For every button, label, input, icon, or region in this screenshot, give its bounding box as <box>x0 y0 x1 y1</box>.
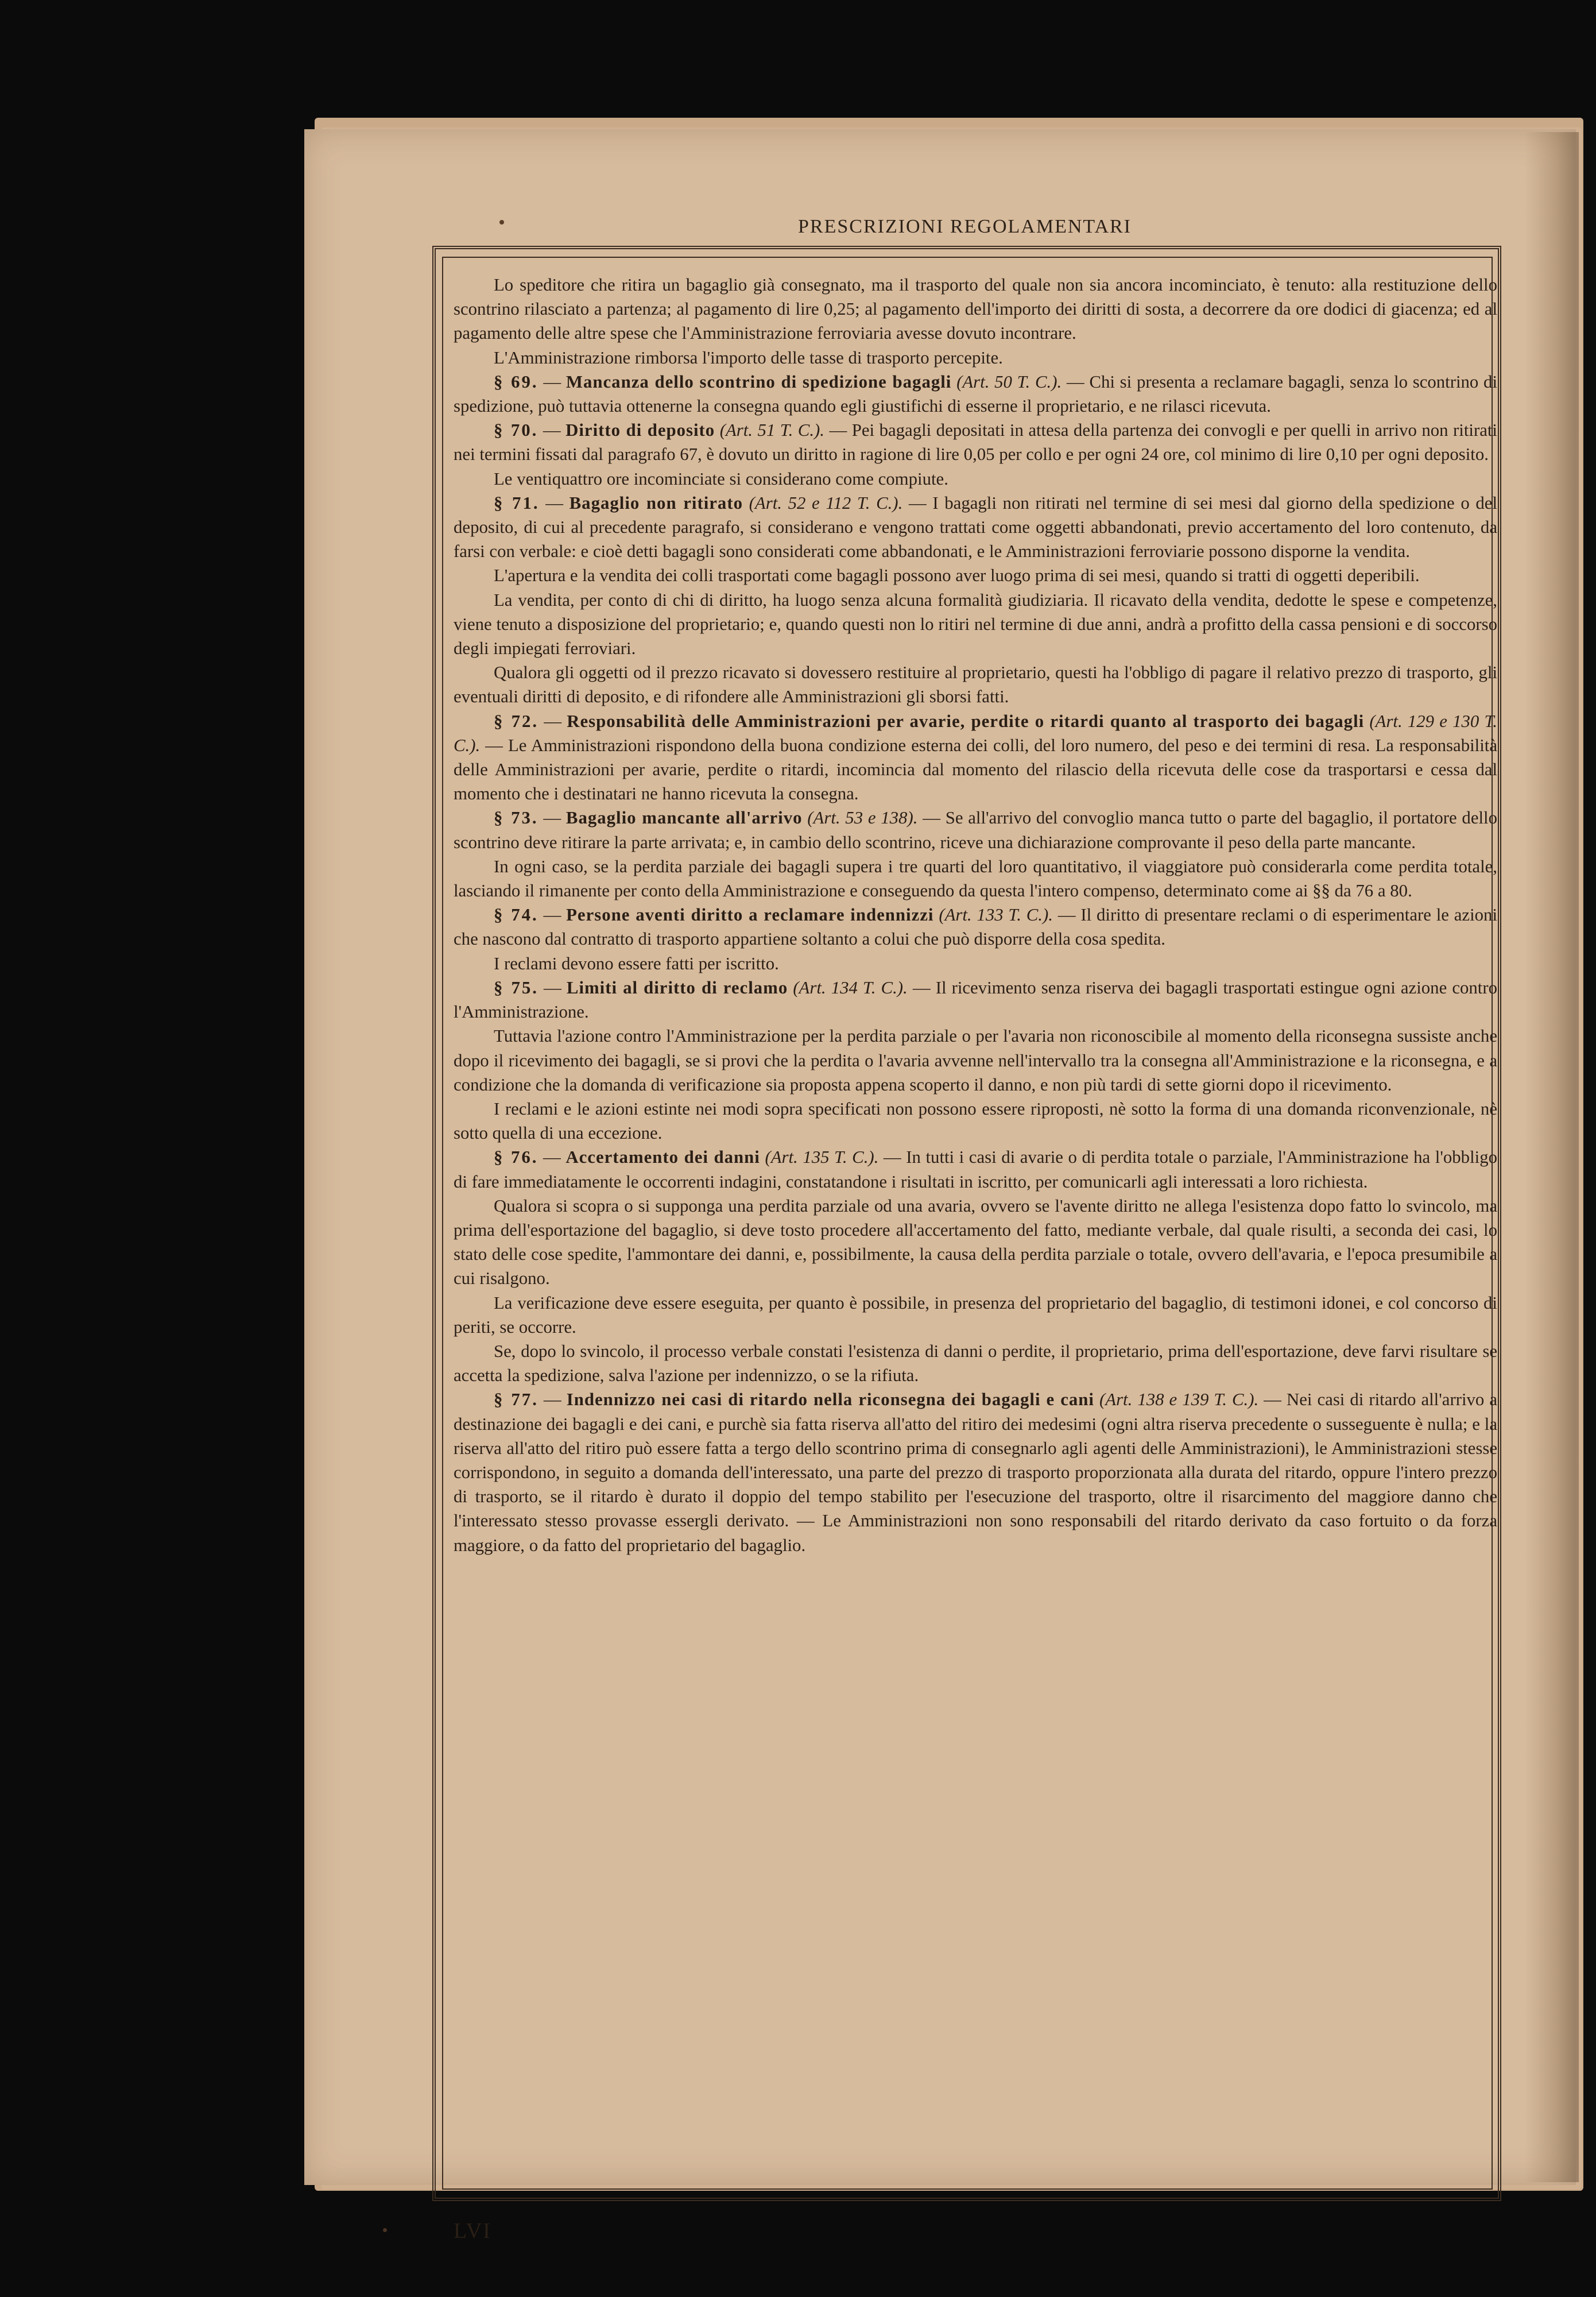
section-title: Indennizzo nei casi di ritardo nella riconsegna dei bagagli e cani <box>566 1390 1094 1410</box>
text-paragraph: Lo speditore che ritira un bagaglio già consegnato, ma il trasporto del quale non sia ancora incominciato, è tenuto: alla restituzione dello scontrino rilasciato a partenza; al pagamento di lire 0,25; al pagamento dell'importo dei diritti di sosta, a decorrere da ore dodici di giacenza; ed al pagamento delle altre spese che l'Amministrazione ferroviaria avesse dovuto incontrare. <box>454 275 1497 343</box>
section-title: Persone aventi diritto a reclamare indennizzi <box>566 905 934 925</box>
running-head: PRESCRIZIONI REGOLAMENTARI <box>798 216 1132 237</box>
article-reference: (Art. 129 e 130 T. C.). <box>454 711 1497 755</box>
text-paragraph: Qualora gli oggetti od il prezzo ricavato si dovessero restituire al proprietario, questi ha l'obbligo di pagare il relativo prezzo di trasporto, gli eventuali diritti di deposito, e di rifondere alle Amministrazioni gli sborsi fatti. <box>454 663 1497 707</box>
section-paragraph: § 77. — Indennizzo nei casi di ritardo nella riconsegna dei bagagli e cani (Art. 138 e 139 T. C.). — Nei casi di ritardo all'arrivo a destinazione dei bagagli e dei cani, e purchè sia fatta riserva all'atto del ritiro dei medesimi (ogni altra riserva precedente o susseguente è nulla; e la riserva all'atto del ritiro può essere fatta a tergo dello scontrino prima di consegnarlo agli agenti delle Amministrazioni), le Amministrazioni stesse corrispondono, in seguito a domanda dell'interessato, una parte del prezzo di trasporto proporzionata alla durata del ritardo, oppure l'intero prezzo di trasporto, se il ritardo è durato il doppio del tempo stabilito per l'esecuzione del trasporto, oltre il risarcimento del maggiore danno che l'interessato stesso provasse essergli derivato. — Le Amministrazioni non sono responsabili del ritardo derivato da caso fortuito o da forza maggiore, o da fatto del proprietario del bagaglio. <box>454 1390 1497 1555</box>
section-text: Pei bagagli depositati in attesa della partenza dei convogli e per quelli in arrivo non ritirati nei termini fissati dal paragrafo 67, è dovuto un diritto in ragione di lire 0,05 per collo e per ogni 24 ore, col minimo di lire 0,10 per ogni deposito. <box>454 420 1497 465</box>
section-title: Bagaglio mancante all'arrivo <box>565 808 803 828</box>
body-text <box>454 273 1497 2191</box>
section-text: I bagagli non ritirati nel termine di sei mesi dal giorno della spedizione o del deposito, di cui al precedente paragrafo, si considerano e vengono trattati come oggetti abbandonati, previo accertamento del loro contenuto, da farsi con verbale: e cioè detti bagagli sono considerati come abbandonati, e le Amministrazioni ferroviarie possono disporne la vendita. <box>454 493 1498 562</box>
section-title: Responsabilità delle Amministrazioni per avarie, perdite o ritardi quanto al trasporto dei bagagli <box>567 711 1365 731</box>
text-paragraph: La vendita, per conto di chi di diritto, ha luogo senza alcuna formalità giudiziaria. Il ricavato della vendita, dedotte le spese e competenze, viene tenuto a disposizione del proprietario; e, quando questi non lo ritiri nel termine di due anni, andrà a profitto della cassa pensioni e di soccorso degli impiegati ferroviari. <box>454 590 1497 659</box>
article-reference: (Art. 50 T. C.). <box>956 372 1062 392</box>
article-reference: (Art. 134 T. C.). <box>793 977 908 997</box>
ink-dot <box>499 220 504 225</box>
article-reference: (Art. 53 e 138). <box>807 808 918 828</box>
section-paragraph: § 76. — Accertamento dei danni (Art. 135 T. C.). — In tutti i casi di avarie o di perdita totale o parziale, l'Amministrazione ha l'obbligo di fare immediatamente le occorrenti indagini, constatandone i risultati in iscritto, per comunicarli agli interessati a loro richiesta. <box>454 1147 1497 1192</box>
text-paragraph: Se, dopo lo svincolo, il processo verbale constati l'esistenza di danni o perdite, il proprietario, prima dell'esportazione, deve farvi risultare se accetta la spedizione, salva l'azione per indennizzo, o se la rifiuta. <box>454 1341 1497 1386</box>
text-paragraph: In ogni caso, se la perdita parziale dei bagagli supera i tre quarti del loro quantitativo, il viaggiatore può considerarla come perdita totale, lasciando il rimanente per conto della Amministrazione e conseguendo da questa l'intero compenso, determinato come ai §§ da 76 a 80. <box>454 856 1497 901</box>
section-number: § 72. <box>494 711 539 731</box>
section-text: Chi si presenta a reclamare bagagli, senza lo scontrino di spedizione, può tuttavia ottenerne la consegna quando egli giustifichi di esserne il proprietario, e ne rilasci ricevuta. <box>454 372 1498 416</box>
section-number: § 75. <box>494 977 539 997</box>
section-paragraph: § 73. — Bagaglio mancante all'arrivo (Art. 53 e 138). — Se all'arrivo del convoglio manca tutto o parte del bagaglio, il portatore dello scontrino deve ritirare la parte arrivata; e, in cambio dello scontrino, riceve una dichiarazione comprovante il peso della parte mancante. <box>454 808 1497 852</box>
section-number: § 76. <box>494 1147 539 1167</box>
article-reference: (Art. 138 e 139 T. C.). <box>1099 1390 1259 1410</box>
section-paragraph: § 71. — Bagaglio non ritirato (Art. 52 e 112 T. C.). — I bagagli non ritirati nel termine di sei mesi dal giorno della spedizione o del deposito, di cui al precedente paragrafo, si considerano e vengono trattati come oggetti abbandonati, previo accertamento del loro contenuto, da farsi con verbale: e cioè detti bagagli sono considerati come abbandonati, e le Amministrazioni ferroviarie possono disporne la vendita. <box>454 493 1498 562</box>
section-paragraph: § 75. — Limiti al diritto di reclamo (Art. 134 T. C.). — Il ricevimento senza riserva dei bagagli trasportati estingue ogni azione contro l'Amministrazione. <box>454 977 1497 1022</box>
section-text: Se all'arrivo del convoglio manca tutto o parte del bagaglio, il portatore dello scontrino deve ritirare la parte arrivata; e, in cambio dello scontrino, riceve una dichiarazione comprovante il peso della parte mancante. <box>454 808 1497 852</box>
section-text: In tutti i casi di avarie o di perdita totale o parziale, l'Amministrazione ha l'obbligo di fare immediatamente le occorrenti indagini, constatandone i risultati in iscritto, per comunicarli agli interessati a loro richiesta. <box>454 1147 1497 1192</box>
section-number: § 73. <box>494 808 539 828</box>
page-number: LVI <box>454 2219 491 2243</box>
section-text: Il ricevimento senza riserva dei bagagli trasportati estingue ogni azione contro l'Amministrazione. <box>454 977 1497 1022</box>
section-paragraph: § 72. — Responsabilità delle Amministrazioni per avarie, perdite o ritardi quanto al trasporto dei bagagli (Art. 129 e 130 T. C.). — Le Amministrazioni rispondono della buona condizione esterna dei colli, del loro numero, del peso e dei termini di resa. La responsabilità delle Amministrazioni per avarie, perdite o ritardi, incomincia dal momento del rilascio della ricevuta delle cose da trasportarsi e cessa dal momento che i destinatari ne hanno ricevuta la consegna. <box>454 711 1497 804</box>
article-reference: (Art. 52 e 112 T. C.). <box>749 493 903 513</box>
text-paragraph: Le ventiquattro ore incominciate si considerano come compiute. <box>494 469 948 489</box>
section-number: § 71. <box>494 493 540 513</box>
section-title: Bagaglio non ritirato <box>569 493 743 513</box>
text-paragraph: I reclami devono essere fatti per iscritto. <box>494 953 779 973</box>
article-reference: (Art. 51 T. C.). <box>719 420 824 440</box>
text-paragraph: I reclami e le azioni estinte nei modi sopra specificati non possono essere riproposti, nè sotto la forma di una domanda riconvenzionale, nè sotto quella di una eccezione. <box>454 1099 1497 1143</box>
section-number: § 77. <box>494 1390 539 1410</box>
margin-mark <box>383 2228 387 2232</box>
section-number: § 74. <box>494 905 539 925</box>
section-paragraph: § 74. — Persone aventi diritto a reclamare indennizzi (Art. 133 T. C.). — Il diritto di presentare reclami o di esperimentare le azioni che nascono dal contratto di trasporto appartiene soltanto a colui che può disporre della cosa spedita. <box>454 905 1498 949</box>
page-gutter-shadow <box>1524 132 1579 2182</box>
section-title: Limiti al diritto di reclamo <box>566 977 788 997</box>
text-paragraph: Tuttavia l'azione contro l'Amministrazione per la perdita parziale o per l'avaria non riconoscibile al momento della riconsegna sussiste anche dopo il ricevimento dei bagagli, se si provi che la perdita o l'avaria avvenne nell'intervallo tra la consegna all'Amministrazione e la riconsegna, e a condizione che la domanda di verificazione sia proposta appena scoperto il danno, e non più tardi di sette giorni dopo il ricevimento. <box>454 1026 1497 1095</box>
article-reference: (Art. 135 T. C.). <box>765 1147 879 1167</box>
section-title: Mancanza dello scontrino di spedizione bagagli <box>565 372 952 392</box>
article-reference: (Art. 133 T. C.). <box>939 905 1053 925</box>
section-paragraph: § 70. — Diritto di deposito (Art. 51 T. C.). — Pei bagagli depositati in attesa della partenza dei convogli e per quelli in arrivo non ritirati nei termini fissati dal paragrafo 67, è dovuto un diritto in ragione di lire 0,05 per collo e per ogni 24 ore, col minimo di lire 0,10 per ogni deposito. <box>454 420 1497 465</box>
text-paragraph: La verificazione deve essere eseguita, per quanto è possibile, in presenza del proprietario del bagaglio, di testimoni idonei, e col concorso di periti, se occorre. <box>454 1293 1497 1337</box>
section-number: § 69. <box>494 372 539 392</box>
section-paragraph: § 69. — Mancanza dello scontrino di spedizione bagagli (Art. 50 T. C.). — Chi si presenta a reclamare bagagli, senza lo scontrino di spedizione, può tuttavia ottenerne la consegna quando egli giustifichi di esserne il proprietario, e ne rilasci ricevuta. <box>454 372 1498 416</box>
section-text: Il diritto di presentare reclami o di esperimentare le azioni che nascono dal contratto di trasporto appartiene soltanto a colui che può disporre della cosa spedita. <box>454 905 1498 949</box>
section-title: Accertamento dei danni <box>565 1147 760 1167</box>
text-paragraph: L'apertura e la vendita dei colli trasportati come bagagli possono aver luogo prima di sei mesi, quando si tratti di oggetti deperibili. <box>494 566 1420 586</box>
section-text: Le Amministrazioni rispondono della buona condizione esterna dei colli, del loro numero, del peso e dei termini di resa. La responsabilità delle Amministrazioni per avarie, perdite o ritardi, incomincia dal momento del rilascio della ricevuta delle cose da trasportarsi e cessa dal momento che i destinatari ne hanno ricevuta la consegna. <box>454 735 1497 804</box>
text-paragraph: L'Amministrazione rimborsa l'importo delle tasse di trasporto percepite. <box>494 347 1003 368</box>
section-text: Nei casi di ritardo all'arrivo a destinazione dei bagagli e dei cani, e purchè sia fatta riserva all'atto del ritiro dei medesimi (ogni altra riserva precedente o susseguente è nulla; e la riserva all'atto del ritiro può essere fatta a tergo dello scontrino prima di consegnarlo agli agenti delle Amministrazioni), le Amministrazioni stesse corrispondono, in seguito a domanda dell'interessato, una parte del prezzo di trasporto proporzionata alla durata del ritardo, oppure l'intero prezzo di trasporto, se il ritardo è durato il doppio del tempo stabilito per l'esecuzione del trasporto, oltre il risarcimento del maggiore danno che l'interessato stesso provasse essergli derivato. — Le Amministrazioni non sono responsabili del ritardo derivato da caso fortuito o da forza maggiore, o da fatto del proprietario del bagaglio. <box>454 1390 1497 1555</box>
text-paragraph: Qualora si scopra o si supponga una perdita parziale od una avaria, ovvero se l'avente diritto ne allega l'esistenza dopo fatto lo svincolo, ma prima dell'esportazione del bagaglio, si deve tosto procedere all'accertamento del fatto, mediante verbale, dal quale risulti, a seconda dei casi, lo stato delle cose spedite, l'ammontare dei danni, e, possibilmente, la causa della perdita parziale o totale, ovvero dell'avaria, e l'epoca presumibile a cui risalgono. <box>454 1196 1497 1289</box>
section-title: Diritto di deposito <box>565 420 715 440</box>
section-number: § 70. <box>494 420 539 440</box>
